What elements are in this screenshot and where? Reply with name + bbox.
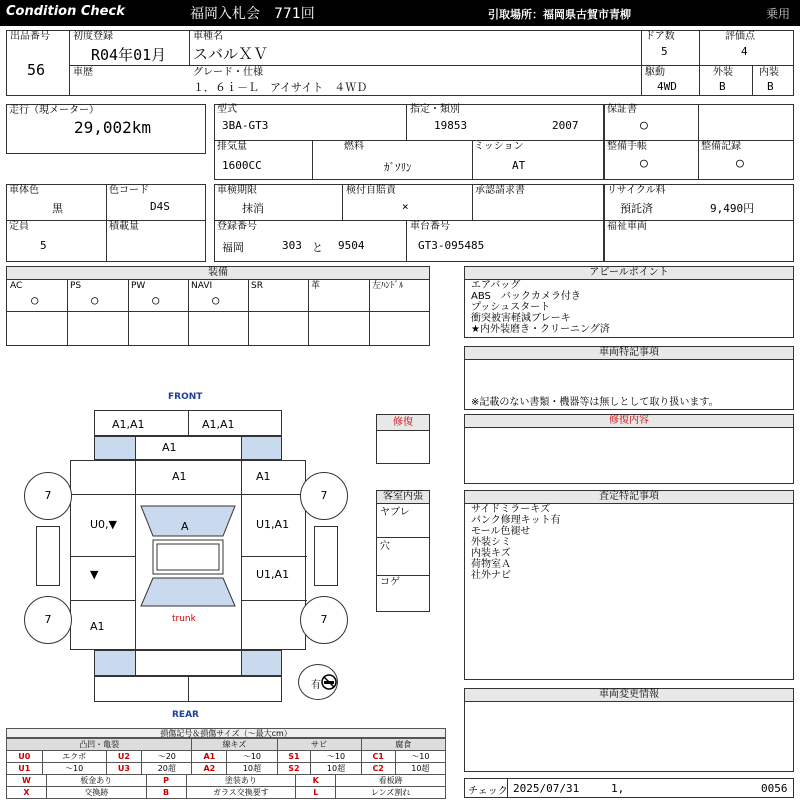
appeal-line: 衝突被害軽減ブレーキ xyxy=(471,313,571,324)
legend-code: U0 xyxy=(7,751,43,763)
category-label: 乗用 xyxy=(766,7,791,21)
interior-label: 内装 xyxy=(759,67,779,78)
mission-label: ミッション xyxy=(474,141,524,152)
legend-code: P xyxy=(146,775,186,787)
equipment-panel xyxy=(6,266,430,346)
car-name-value: スバルＸＶ xyxy=(193,45,269,63)
legend-desc: ～10 xyxy=(42,763,106,775)
grade-label: グレード・仕様 xyxy=(193,67,263,78)
mileage-value: 29,002km xyxy=(74,118,152,137)
front-bumper-left-mark: A1,A1 xyxy=(112,418,145,431)
legend-desc: レンズ割れ xyxy=(336,787,446,799)
appeal-line: エアバッグ xyxy=(471,280,521,291)
fuel-label: 燃料 xyxy=(344,141,364,152)
record-value: ○ xyxy=(736,156,744,171)
inspection-note: モール色褪せ xyxy=(471,526,531,537)
footer-check xyxy=(464,778,794,798)
legend-desc: ～10 xyxy=(395,751,445,763)
appeal-panel xyxy=(464,266,794,338)
header-bar xyxy=(0,0,800,26)
inspection-note: サイドミラーキズ xyxy=(471,504,551,515)
fuel-value: ｶﾞｿﾘﾝ xyxy=(384,161,412,174)
repair-content-title: 修復内容 xyxy=(465,415,793,428)
special-notes-text: ※記載のない書類・機器等は無しとして取り扱います。 xyxy=(471,397,719,408)
interior-condition-box xyxy=(376,490,430,612)
lot-number: 56 xyxy=(27,61,46,79)
first-reg-value: R04年01月 xyxy=(91,46,167,64)
legend-desc: ガラス交換要す xyxy=(186,787,296,799)
legend-desc: 交換跡 xyxy=(46,787,146,799)
rating-label: 評価点 xyxy=(725,31,755,42)
hood-mark: A1 xyxy=(172,470,187,483)
drive-label: 駆動 xyxy=(645,67,665,78)
equipment-label: 左ﾊﾝﾄﾞﾙ xyxy=(372,281,404,291)
repair-box xyxy=(376,414,430,464)
equipment-title: 装備 xyxy=(7,267,429,280)
legend-table-2 xyxy=(6,774,446,799)
left-front-door-mark: U0,▼ xyxy=(90,518,118,531)
inspection-notes-title: 査定特記事項 xyxy=(465,491,793,504)
designation-label: 指定・類別 xyxy=(410,104,460,115)
legend-panel xyxy=(6,728,446,798)
front-bumper-right-mark: A1,A1 xyxy=(202,418,235,431)
warranty-label: 保証書 xyxy=(607,104,637,115)
capacity-value: 5 xyxy=(40,239,47,252)
record-label: 整備記録 xyxy=(701,141,741,152)
appeal-line: プッシュスタート xyxy=(471,302,551,313)
history-label: 車歴 xyxy=(73,67,93,78)
doors-label: ドア数 xyxy=(645,31,675,42)
doors-value: 5 xyxy=(661,45,668,58)
legend-code: L xyxy=(296,787,336,799)
smoking-value: 有 xyxy=(311,680,321,691)
chassis-label: 車台番号 xyxy=(410,221,450,232)
no-smoking-icon xyxy=(321,674,337,690)
recycle-status: 預託済 xyxy=(620,202,653,215)
spec-block xyxy=(6,104,794,262)
warranty-value: ○ xyxy=(640,118,648,133)
left-quarter-mark: A1 xyxy=(90,620,105,633)
color-value: 黒 xyxy=(52,202,63,215)
mileage-label: 走行（現メーター） xyxy=(9,105,99,116)
change-info-panel xyxy=(464,688,794,772)
legend-table xyxy=(6,738,446,775)
appeal-title: アピールポイント xyxy=(465,267,793,280)
special-notes-panel xyxy=(464,346,794,410)
recycle-fee: 9,490円 xyxy=(710,202,755,215)
grade-value: １．６ｉ－Ｌ アイサイト ４ＷＤ xyxy=(193,81,368,94)
legend-desc: ～10 xyxy=(227,751,277,763)
reg-no-label: 登録番号 xyxy=(217,221,257,232)
rear-label: REAR xyxy=(172,710,199,720)
check-seq: 1, xyxy=(611,782,625,795)
equipment-label: 革 xyxy=(311,281,321,291)
inspection-note: 荷物室Ａ xyxy=(471,559,511,570)
left-rear-door-mark: ▼ xyxy=(90,568,99,581)
trunk-label: trunk xyxy=(172,614,196,624)
load-label: 積載量 xyxy=(109,221,139,232)
legend-group: 凸凹・亀裂 xyxy=(7,739,192,751)
rating-value: 4 xyxy=(741,45,748,58)
legend-code: K xyxy=(296,775,336,787)
legend-code: A2 xyxy=(192,763,227,775)
legend-desc: 板金あり xyxy=(46,775,146,787)
reg-area: 福岡 xyxy=(222,241,244,254)
manual-label: 整備手帳 xyxy=(607,141,647,152)
legend-title: 損傷記号＆損傷サイズ（～最大cm） xyxy=(6,728,446,738)
mission-value: AT xyxy=(512,159,526,172)
legend-code: W xyxy=(7,775,47,787)
exterior-label: 外装 xyxy=(713,67,733,78)
category-number: 2007 xyxy=(552,119,579,132)
basic-info-block xyxy=(6,30,794,96)
equipment-label: AC xyxy=(10,281,23,291)
legend-code: U3 xyxy=(106,763,142,775)
front-center-mark: A1 xyxy=(162,441,177,454)
legend-desc: 塗装あり xyxy=(186,775,296,787)
legend-code: C2 xyxy=(361,763,395,775)
equipment-label: SR xyxy=(251,281,263,291)
legend-code: S2 xyxy=(277,763,311,775)
displacement-value: 1600CC xyxy=(222,159,262,172)
tire-rear-left: 7 xyxy=(24,596,72,644)
designation-value: 19853 xyxy=(434,119,468,132)
drive-value: 4WD xyxy=(657,80,677,93)
inspection-value: 抹消 xyxy=(242,202,264,215)
right-rear-door-mark: U1,A1 xyxy=(256,568,290,581)
color-label: 車体色 xyxy=(9,185,39,196)
exterior-value: B xyxy=(719,80,726,93)
model-label: 型式 xyxy=(217,104,237,115)
approval-label: 承認請求書 xyxy=(475,185,525,196)
car-name-label: 車種名 xyxy=(193,31,223,42)
first-reg-label: 初度登録 xyxy=(73,31,113,42)
right-fender-mark: A1 xyxy=(256,470,271,483)
auction-title: 福岡入札会 771回 xyxy=(190,6,315,22)
car-diagram xyxy=(0,386,376,720)
legend-code: U2 xyxy=(106,751,142,763)
pickup-location: 引取場所：福岡県古賀市青柳 xyxy=(488,8,631,21)
appeal-line: ★内外装磨き・クリーニング済 xyxy=(471,324,610,335)
welfare-label: 福祉車両 xyxy=(607,221,647,232)
repair-title: 修復 xyxy=(377,415,429,431)
interior-row-burn: コゲ xyxy=(380,577,400,588)
equipment-value: ○ xyxy=(212,293,220,307)
repair-content-panel xyxy=(464,414,794,484)
insurance-label: 検付自賠責 xyxy=(346,185,396,196)
equipment-value: ○ xyxy=(152,293,160,307)
model-value: 3BA-GT3 xyxy=(222,119,269,132)
inspection-note: 内装キズ xyxy=(471,548,511,559)
legend-code: C1 xyxy=(361,751,395,763)
tire-front-right: 7 xyxy=(300,472,348,520)
capacity-label: 定員 xyxy=(9,221,29,232)
legend-group: 線キズ xyxy=(192,739,277,751)
roof-mark: A xyxy=(181,520,189,533)
reg-number: 9504 xyxy=(338,239,365,252)
equipment-value: ○ xyxy=(31,293,39,307)
equipment-value: ○ xyxy=(91,293,99,307)
equipment-label: PS xyxy=(70,281,82,291)
color-code-label: 色コード xyxy=(109,185,149,196)
legend-desc: 看板跡 xyxy=(336,775,446,787)
legend-code: X xyxy=(7,787,47,799)
legend-group: サビ xyxy=(277,739,361,751)
change-info-title: 車両変更情報 xyxy=(465,689,793,702)
inspection-note: 社外ナビ xyxy=(471,570,511,581)
legend-code: A1 xyxy=(192,751,227,763)
manual-value: ○ xyxy=(640,156,648,171)
appeal-line: ABS バックカメラ付き xyxy=(471,291,581,302)
legend-desc: 10超 xyxy=(227,763,277,775)
front-label: FRONT xyxy=(168,392,203,402)
interior-condition-title: 客室内張 xyxy=(377,491,429,504)
smoking-indicator xyxy=(298,664,338,700)
insurance-value: × xyxy=(402,200,409,213)
inspection-note: 外装シミ xyxy=(471,537,511,548)
right-front-door-mark: U1,A1 xyxy=(256,518,290,531)
interior-row-tear: ヤブレ xyxy=(380,507,410,518)
reg-class: 303 xyxy=(282,239,302,252)
legend-desc: 20超 xyxy=(142,763,192,775)
legend-desc: エクボ xyxy=(42,751,106,763)
check-code: 0056 xyxy=(761,782,788,795)
legend-code: U1 xyxy=(7,763,43,775)
recycle-label: リサイクル料 xyxy=(607,185,666,196)
inspection-label: 車検期限 xyxy=(217,185,257,196)
legend-desc: 10超 xyxy=(395,763,445,775)
legend-code: B xyxy=(146,787,186,799)
equipment-label: NAVI xyxy=(191,281,213,291)
check-label: チェック xyxy=(468,786,508,797)
lot-label: 出品番号 xyxy=(10,31,50,42)
check-date: 2025/07/31 xyxy=(513,782,580,795)
color-code-value: D4S xyxy=(150,200,170,213)
equipment-label: PW xyxy=(131,281,146,291)
cabin-shape xyxy=(135,502,241,612)
chassis-value: GT3-095485 xyxy=(418,239,485,252)
condition-check-title: Condition Check xyxy=(6,4,125,19)
inspection-note: パンク修理キット有 xyxy=(471,515,561,526)
interior-value: B xyxy=(767,80,774,93)
legend-code: S1 xyxy=(277,751,311,763)
legend-desc: ～10 xyxy=(311,751,361,763)
tire-rear-right: 7 xyxy=(300,596,348,644)
interior-row-hole: 穴 xyxy=(380,541,390,552)
tire-front-left: 7 xyxy=(24,472,72,520)
legend-desc: 10超 xyxy=(311,763,361,775)
legend-desc: ～20 xyxy=(142,751,192,763)
inspection-notes-panel xyxy=(464,490,794,680)
displacement-label: 排気量 xyxy=(217,141,247,152)
legend-group: 腐食 xyxy=(361,739,445,751)
special-notes-title: 車両特記事項 xyxy=(465,347,793,360)
reg-kana: と xyxy=(312,241,323,254)
